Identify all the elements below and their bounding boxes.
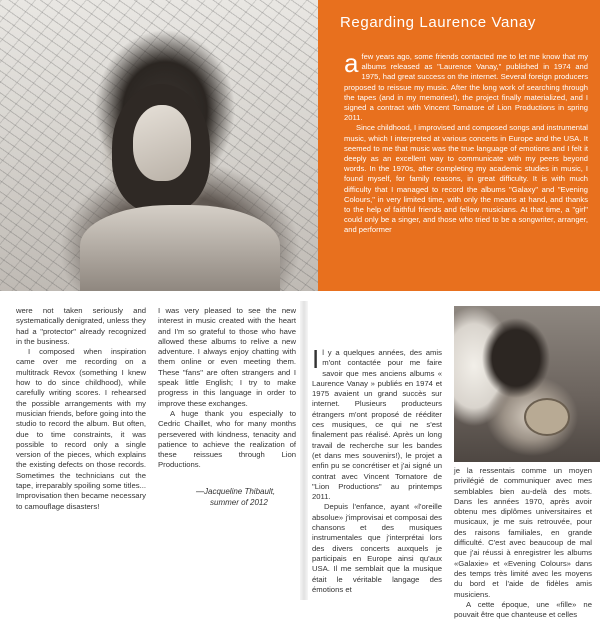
english-col2-paragraph-1: I was very pleased to see the new interest in music created with the heart and I'm so grateful to those who have allowed these albums to relive a new adventure. I always enjoy chatting with them online or even meeting them. These "fans" are often strangers and I speak little English; I try to make progress in this language in order to improve these exchanges. (158, 306, 296, 408)
french-col4-paragraph-2: A cette époque, une «fille» ne pouvait être que chanteuse et celles (454, 599, 592, 620)
english-col1-paragraph-1: were not taken seriously and systematically denigrated, unless they had a "protector" already recognized in the business. (16, 306, 146, 346)
page-divider (0, 291, 600, 301)
english-column-1 (16, 306, 146, 512)
page-title: Regarding Laurence Vanay (340, 14, 536, 31)
signature-name: —Jacqueline Thibault, (196, 487, 276, 496)
signature (196, 487, 296, 508)
page-gutter (300, 301, 308, 600)
english-column-2 (158, 306, 296, 471)
english-paragraph-2: Since childhood, I improvised and composed songs and instrumental music, which I interpreted at various concerts in Europe and the USA. It seemed to me that music was the true language of emotions and I felt it deeply as an excellent way to communicate with my peers beyond words. In the 1970s, after completing my academic studies in music, I found myself, for family reasons, in great difficulty. It is with much difficulty that I managed to record the albums "Galaxy" and "Evening Colours," in very limited time, with only the means at hand, and thanks to the help of faithful friends and fellow musicians. At that time, a "girl" could only be a singer, and those who tried to be a songwriter, arranger, and performer (344, 123, 588, 235)
english-paragraph-1: afew years ago, some friends contacted me to let me know that my albums released as "Laurence Vanay," published in 1974 and 1975, had great success on the internet. Several foreign producers proposed to reissue my music. After the long work of searching through the tapes (and in my memories!), the project finally materialized, and I signed a contract with Vincent Tornatore of Lion Productions in spring 2011. (344, 48, 588, 123)
english-col1-paragraph-2: I composed when inspiration came over me recording on a multitrack Revox (something I knew how to do since childhood), while carefully writing scores. I rehearsed the possible arrangements with my musician friends, before going into the studio to record the album. But often, due to time constraints, it was possible to record only a single version of the pieces, which explains the existing defects on those records. Sometimes the technicians cut the tape, irreparably spoiling some titles... Improvisation then became necessary to camouflage disasters! (16, 347, 146, 511)
portrait-photo (0, 0, 318, 291)
dropcap-i: I (312, 344, 320, 374)
french-paragraph-1: Il y a quelques années, des amis m'ont contactée pour me faire savoir que mes anciens albums « Laurence Vanay » publiés en 1974 et 1975 avaient un grand succès sur internet. Plusieurs producteurs étrangers m'ont proposé de rééditer ces musiques, ce qui ne s'est finalement pas réalisé. Après un long travail de recherche sur les bandes (et dans mes souvenirs!), le projet a enfin pu se concrétiser et j'ai signé un contrat avec Vincent Tornatore de "Lion Productions" au printemps 2011. (312, 344, 442, 502)
dropcap-a: a (344, 48, 359, 78)
french-column-1 (312, 344, 442, 595)
french-paragraph-2: Depuis l'enfance, ayant «l'oreille absolue» j'improvisai et composai des chansons et des musiques instrumentales que j'interprétai lors des divers concerts auxquels je participais en Europe ainsi qu'aux USA. Il me semblait que la musique était le véritable langage des émotions et (312, 502, 442, 594)
english-col2-paragraph-2: A huge thank you especially to Cedric Chaillet, who for many months persevered with kindness, tenacity and patience to achieve the realization of these reissues through Lion Productions. (158, 408, 296, 470)
french-col4-paragraph-1: je la ressentais comme un moyen privilégié de communiquer avec mes semblables bien au-delà des mots. Dans les années 1970, après avoir obtenu mes diplômes universitaires et musicaux, je me suis retrouvée, pour des raisons familiales, en grande difficulté. C'est avec beaucoup de mal que j'ai réussi à enregistrer les albums «Galaxie» et «Evening Colours» dans des temps très limité avec les moyens du bord et l'aide de fidèles amis musiciens. (454, 466, 592, 599)
fur-coat-shape (80, 205, 280, 295)
guitar-shape (524, 398, 570, 436)
face-shape (133, 105, 191, 181)
guitar-player-photo (454, 306, 600, 462)
english-intro-text (344, 48, 588, 236)
french-column-2 (454, 466, 592, 620)
signature-date: summer of 2012 (210, 497, 268, 507)
